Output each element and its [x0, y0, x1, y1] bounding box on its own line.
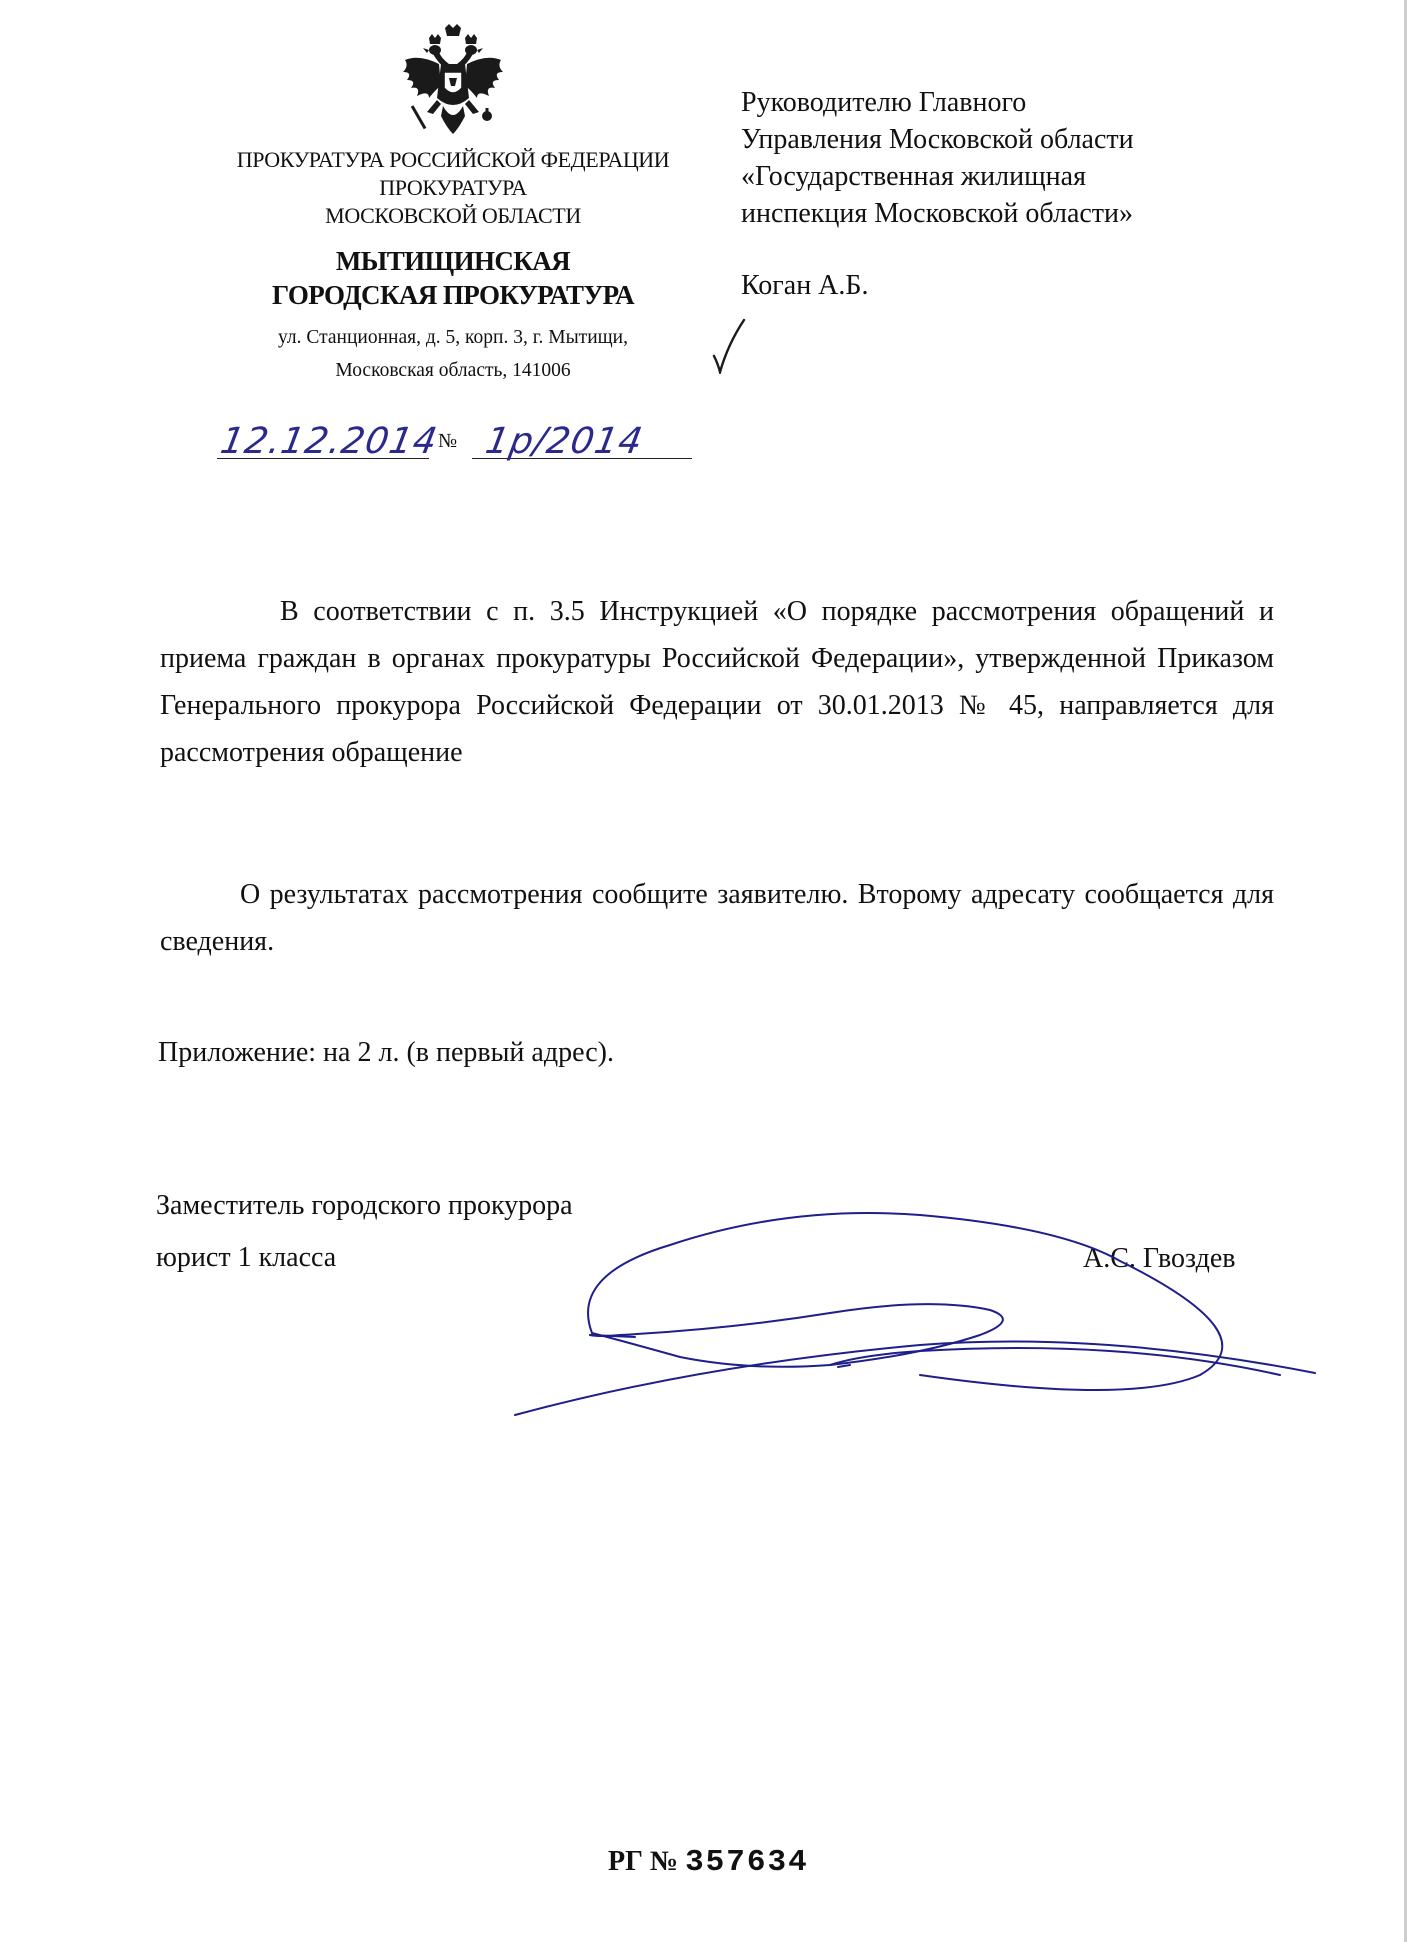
form-registration-footer	[608, 1845, 809, 1880]
addressee-line: инспекция Московской области»	[741, 198, 1134, 229]
office-address	[180, 321, 726, 387]
registration-number: 1р/2014	[482, 421, 647, 462]
office-line: ПРОКУРАТУРА	[379, 175, 527, 200]
address-line: Московская область, 141006	[335, 360, 571, 381]
addressee-line: Руководителю Главного	[741, 87, 1027, 118]
addressee-line: «Государственная жилищная	[741, 161, 1086, 192]
paragraph-text: В соответствии с п. 3.5 Инструкцией «О порядке рассмотрения обращений и приема граждан в органах прокуратуры Российской Федерации», утвержденной Приказом Генерального прокурора Российской Федерации от 30.01.2013 № 45, направляется для рассмотрения обращение	[160, 596, 1274, 768]
registration-number-field	[472, 421, 692, 462]
office-line: ПРОКУРАТУРА РОССИЙСКОЙ ФЕДЕРАЦИИ	[236, 147, 670, 172]
division-line: МЫТИЩИНСКАЯ	[335, 246, 571, 276]
addressee-block	[741, 84, 1134, 232]
addressee-line: Управления Московской области	[741, 124, 1134, 155]
registration-date-field	[217, 421, 441, 462]
signer-name: А.С. Гвоздев	[1083, 1243, 1236, 1274]
body-paragraph	[160, 588, 1274, 776]
double-headed-eagle-icon	[399, 24, 507, 142]
paragraph-text: О результатах рассмотрения сообщите заявителю. Второму адресату сообщается для сведения.	[160, 879, 1274, 957]
office-line: МОСКОВСКОЙ ОБЛАСТИ	[325, 203, 581, 228]
signer-title-line: Заместитель городского прокурора	[156, 1190, 573, 1221]
attachment-note: Приложение: на 2 л. (в первый адрес).	[158, 1037, 614, 1068]
division-line: ГОРОДСКАЯ ПРОКУРАТУРА	[271, 280, 634, 310]
form-prefix: РГ №	[608, 1846, 679, 1877]
address-line: ул. Станционная, д. 5, корп. 3, г. Мытищи,	[278, 327, 628, 348]
handwritten-signature	[500, 1205, 1330, 1430]
form-serial-number: 357634	[685, 1845, 809, 1880]
registration-date: 12.12.2014	[217, 421, 441, 462]
checkmark-icon	[712, 318, 746, 374]
body-paragraph	[160, 871, 1274, 965]
division-name	[180, 244, 726, 312]
addressee-name: Коган А.Б.	[741, 270, 869, 301]
issuing-office-name	[180, 146, 726, 230]
signer-title-line: юрист 1 класса	[156, 1242, 337, 1273]
scan-edge-line	[1404, 0, 1407, 1942]
number-sign: №	[438, 430, 458, 452]
